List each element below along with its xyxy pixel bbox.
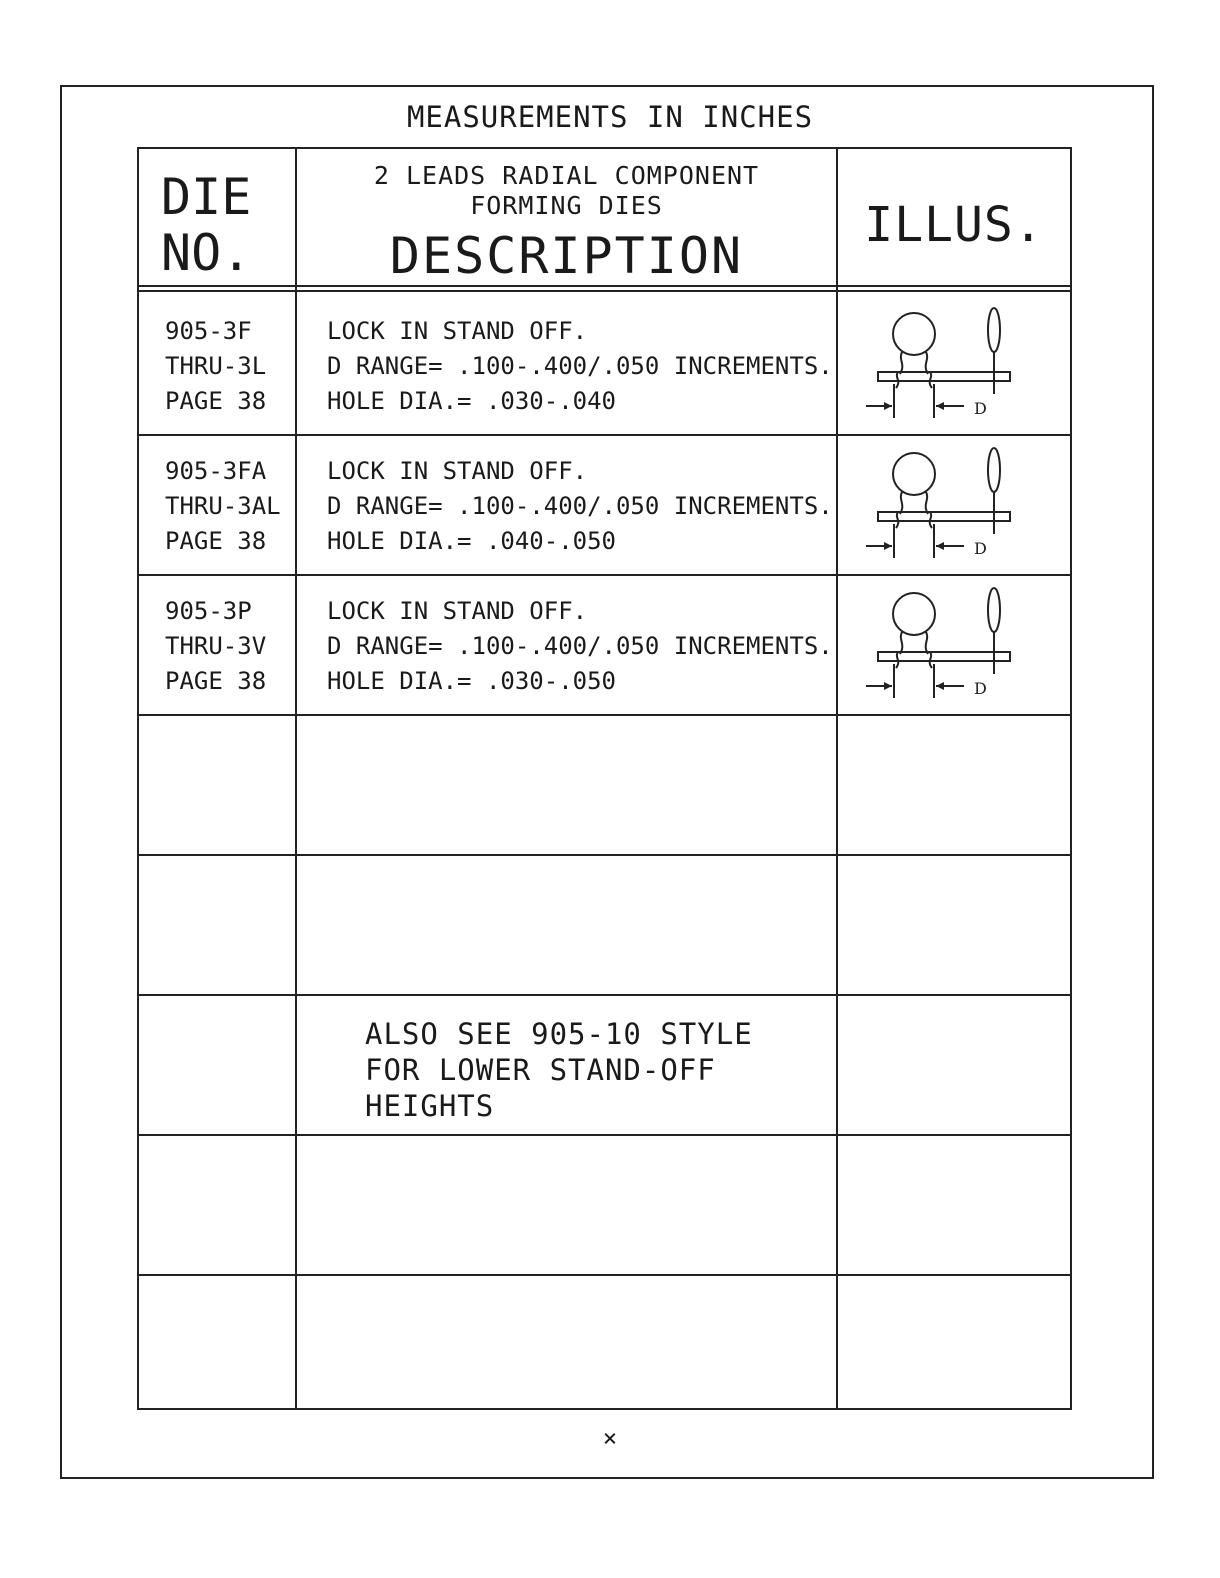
page-title: MEASUREMENTS IN INCHES — [406, 100, 814, 134]
desc-d-range: D RANGE= .100-.400/.050 INCREMENTS. — [327, 352, 833, 380]
die-page: PAGE 38 — [165, 387, 267, 415]
table-row-empty — [139, 1276, 1070, 1408]
see-also-note — [365, 1016, 753, 1124]
die-no-cell — [139, 436, 297, 574]
table-row-empty — [139, 716, 1070, 856]
die-no-cell — [139, 716, 297, 854]
desc-hole-dia: HOLE DIA.= .040-.050 — [327, 527, 616, 555]
illus-cell — [838, 996, 1070, 1134]
dimension-d-label: D — [974, 399, 987, 418]
illus-cell — [838, 1276, 1070, 1408]
die-range: THRU-3V — [165, 632, 267, 660]
header-subtitle-line2: FORMING DIES — [470, 191, 663, 220]
die-no-cell — [139, 1276, 297, 1408]
die-number: 905-3F — [165, 317, 252, 345]
die-no-cell — [139, 1136, 297, 1274]
header-divider — [139, 285, 1070, 292]
illus-cell — [838, 716, 1070, 854]
description-cell — [297, 996, 838, 1134]
header-description-cell — [297, 149, 838, 296]
illus-cell — [838, 436, 1070, 574]
die-page: PAGE 38 — [165, 527, 267, 555]
radial-component-illustration — [858, 442, 1048, 570]
header-illus-label: ILLUS. — [864, 197, 1044, 253]
table-row-empty — [139, 856, 1070, 996]
table-row — [139, 436, 1070, 576]
desc-standoff: LOCK IN STAND OFF. — [327, 317, 588, 345]
illus-cell — [838, 1136, 1070, 1274]
table-row — [139, 576, 1070, 716]
dimension-d-label: D — [974, 679, 987, 698]
description-cell — [297, 1136, 838, 1274]
header-illus-cell — [838, 149, 1070, 296]
header-die-label: DIE — [161, 168, 252, 226]
table-row-empty — [139, 1136, 1070, 1276]
description-cell — [297, 1276, 838, 1408]
description-cell — [297, 436, 838, 574]
description-cell — [297, 716, 838, 854]
die-number: 905-3FA — [165, 457, 267, 485]
die-number: 905-3P — [165, 597, 252, 625]
header-description-label: DESCRIPTION — [389, 227, 744, 285]
die-range: THRU-3L — [165, 352, 267, 380]
note-line: HEIGHTS — [365, 1089, 495, 1123]
illus-cell — [838, 296, 1070, 434]
description-cell — [297, 576, 838, 714]
table-header-row — [139, 149, 1070, 296]
die-range: THRU-3AL — [165, 492, 281, 520]
desc-hole-dia: HOLE DIA.= .030-.050 — [327, 667, 616, 695]
radial-component-illustration — [858, 582, 1048, 710]
dimension-d-label: D — [974, 539, 987, 558]
die-page: PAGE 38 — [165, 667, 267, 695]
die-no-cell — [139, 996, 297, 1134]
illus-cell — [838, 856, 1070, 994]
footer-mark: × — [602, 1424, 618, 1452]
desc-d-range: D RANGE= .100-.400/.050 INCREMENTS. — [327, 632, 833, 660]
desc-hole-dia: HOLE DIA.= .030-.040 — [327, 387, 616, 415]
die-no-cell — [139, 576, 297, 714]
description-cell — [297, 296, 838, 434]
die-no-cell — [139, 296, 297, 434]
description-cell — [297, 856, 838, 994]
illus-cell — [838, 576, 1070, 714]
header-subtitle-line1: 2 LEADS RADIAL COMPONENT — [373, 161, 760, 190]
desc-d-range: D RANGE= .100-.400/.050 INCREMENTS. — [327, 492, 833, 520]
die-table — [137, 147, 1072, 1410]
radial-component-illustration — [858, 302, 1048, 430]
die-no-cell — [139, 856, 297, 994]
header-die-no-cell — [139, 149, 297, 296]
header-no-label: NO. — [161, 224, 252, 282]
table-row-note — [139, 996, 1070, 1136]
desc-standoff: LOCK IN STAND OFF. — [327, 457, 588, 485]
table-row — [139, 296, 1070, 436]
desc-standoff: LOCK IN STAND OFF. — [327, 597, 588, 625]
note-line: FOR LOWER STAND-OFF — [365, 1053, 716, 1087]
note-line: ALSO SEE 905-10 STYLE — [365, 1017, 753, 1051]
